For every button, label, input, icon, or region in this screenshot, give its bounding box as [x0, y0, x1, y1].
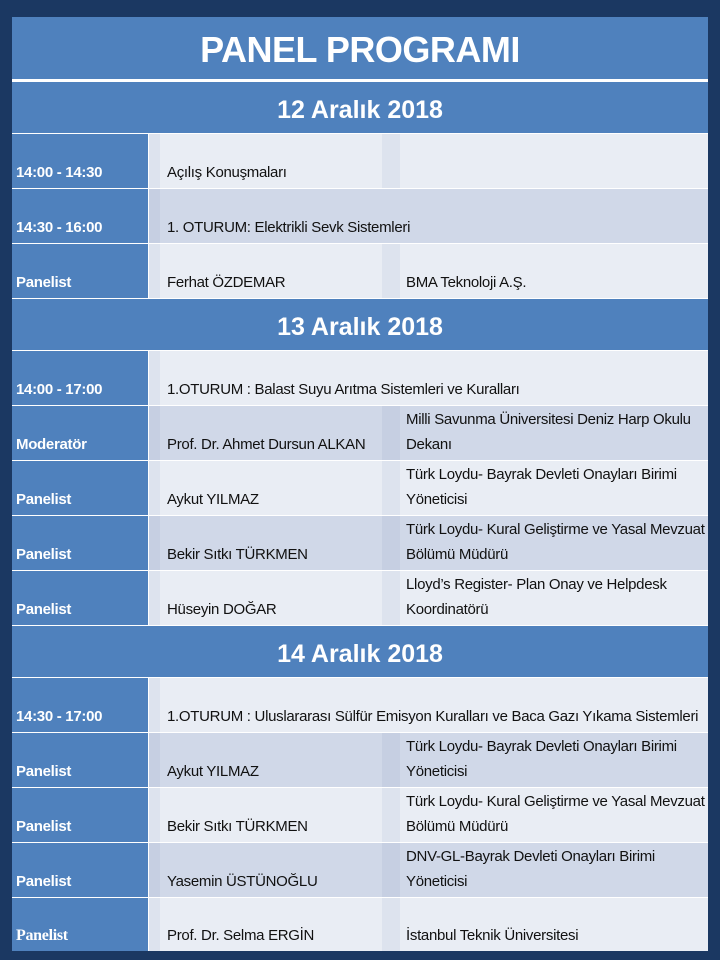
- row-label: 14:30 - 16:00: [12, 189, 149, 243]
- panel-program-table: [12, 17, 708, 951]
- cell-spacer: [149, 351, 160, 405]
- cell-spacer: [149, 843, 160, 897]
- table-row: [12, 516, 708, 571]
- table-row: [12, 898, 708, 951]
- cell-spacer: [382, 843, 400, 897]
- participant-name: Ferhat ÖZDEMAR: [160, 244, 382, 298]
- row-label: Panelist: [12, 461, 149, 515]
- participant-name: Prof. Dr. Ahmet Dursun ALKAN: [160, 406, 382, 460]
- table-row: [12, 134, 708, 189]
- cell-spacer: [382, 406, 400, 460]
- participant-name: Bekir Sıtkı TÜRKMEN: [160, 516, 382, 570]
- cell-spacer: [149, 189, 160, 243]
- row-label: 14:00 - 14:30: [12, 134, 149, 188]
- participant-affiliation: Lloyd’s Register- Plan Onay ve Helpdesk Koordinatörü: [400, 571, 708, 625]
- participant-affiliation: BMA Teknoloji A.Ş.: [400, 244, 708, 298]
- row-label: Panelist: [12, 733, 149, 787]
- cell-spacer: [382, 244, 400, 298]
- day-header: 14 Aralık 2018: [12, 626, 708, 678]
- participant-affiliation: DNV-GL-Bayrak Devleti Onayları Birimi Yöneticisi: [400, 843, 708, 897]
- row-label: Panelist: [12, 516, 149, 570]
- participant-name: Aykut YILMAZ: [160, 733, 382, 787]
- row-label: Panelist: [12, 788, 149, 842]
- day-header: 12 Aralık 2018: [12, 82, 708, 134]
- cell-spacer: [149, 516, 160, 570]
- row-label: Panelist: [12, 843, 149, 897]
- cell-spacer: [149, 406, 160, 460]
- row-label: Panelist: [12, 571, 149, 625]
- cell-spacer: [149, 733, 160, 787]
- day-header: 13 Aralık 2018: [12, 299, 708, 351]
- table-row: [12, 189, 708, 244]
- session-title: 1.OTURUM : Balast Suyu Arıtma Sistemleri ve Kuralları: [160, 351, 708, 405]
- table-row: [12, 843, 708, 898]
- cell-spacer: [382, 571, 400, 625]
- row-label: Panelist: [12, 244, 149, 298]
- session-title: 1.OTURUM : Uluslararası Sülfür Emisyon Kuralları ve Baca Gazı Yıkama Sistemleri: [160, 678, 708, 732]
- row-label: Moderatör: [12, 406, 149, 460]
- participant-affiliation: İstanbul Teknik Üniversitesi: [400, 898, 708, 951]
- cell-spacer: [149, 244, 160, 298]
- participant-name: Açılış Konuşmaları: [160, 134, 382, 188]
- cell-spacer: [382, 788, 400, 842]
- participant-name: Prof. Dr. Selma ERGİN: [160, 898, 382, 951]
- participant-affiliation: Milli Savunma Üniversitesi Deniz Harp Okulu Dekanı: [400, 406, 708, 460]
- participant-affiliation: Türk Loydu- Kural Geliştirme ve Yasal Mevzuat Bölümü Müdürü: [400, 516, 708, 570]
- table-row: [12, 678, 708, 733]
- table-row: [12, 788, 708, 843]
- cell-spacer: [149, 571, 160, 625]
- table-row: [12, 571, 708, 626]
- table-row: [12, 461, 708, 516]
- participant-name: Hüseyin DOĞAR: [160, 571, 382, 625]
- cell-spacer: [382, 134, 400, 188]
- participant-affiliation: Türk Loydu- Bayrak Devleti Onayları Birimi Yöneticisi: [400, 461, 708, 515]
- cell-spacer: [149, 461, 160, 515]
- row-label: 14:30 - 17:00: [12, 678, 149, 732]
- participant-affiliation: [400, 134, 708, 188]
- cell-spacer: [382, 733, 400, 787]
- table-row: [12, 733, 708, 788]
- participant-affiliation: Türk Loydu- Kural Geliştirme ve Yasal Mevzuat Bölümü Müdürü: [400, 788, 708, 842]
- cell-spacer: [149, 788, 160, 842]
- cell-spacer: [149, 678, 160, 732]
- participant-affiliation: Türk Loydu- Bayrak Devleti Onayları Birimi Yöneticisi: [400, 733, 708, 787]
- participant-name: Yasemin ÜSTÜNOĞLU: [160, 843, 382, 897]
- page-title: PANEL PROGRAMI: [12, 17, 708, 82]
- row-label: 14:00 - 17:00: [12, 351, 149, 405]
- cell-spacer: [382, 461, 400, 515]
- participant-name: Bekir Sıtkı TÜRKMEN: [160, 788, 382, 842]
- cell-spacer: [382, 516, 400, 570]
- cell-spacer: [149, 898, 160, 951]
- table-row: [12, 406, 708, 461]
- row-label: Panelist: [12, 898, 149, 951]
- participant-name: Aykut YILMAZ: [160, 461, 382, 515]
- table-row: [12, 351, 708, 406]
- table-row: [12, 244, 708, 299]
- cell-spacer: [149, 134, 160, 188]
- session-title: 1. OTURUM: Elektrikli Sevk Sistemleri: [160, 189, 708, 243]
- cell-spacer: [382, 898, 400, 951]
